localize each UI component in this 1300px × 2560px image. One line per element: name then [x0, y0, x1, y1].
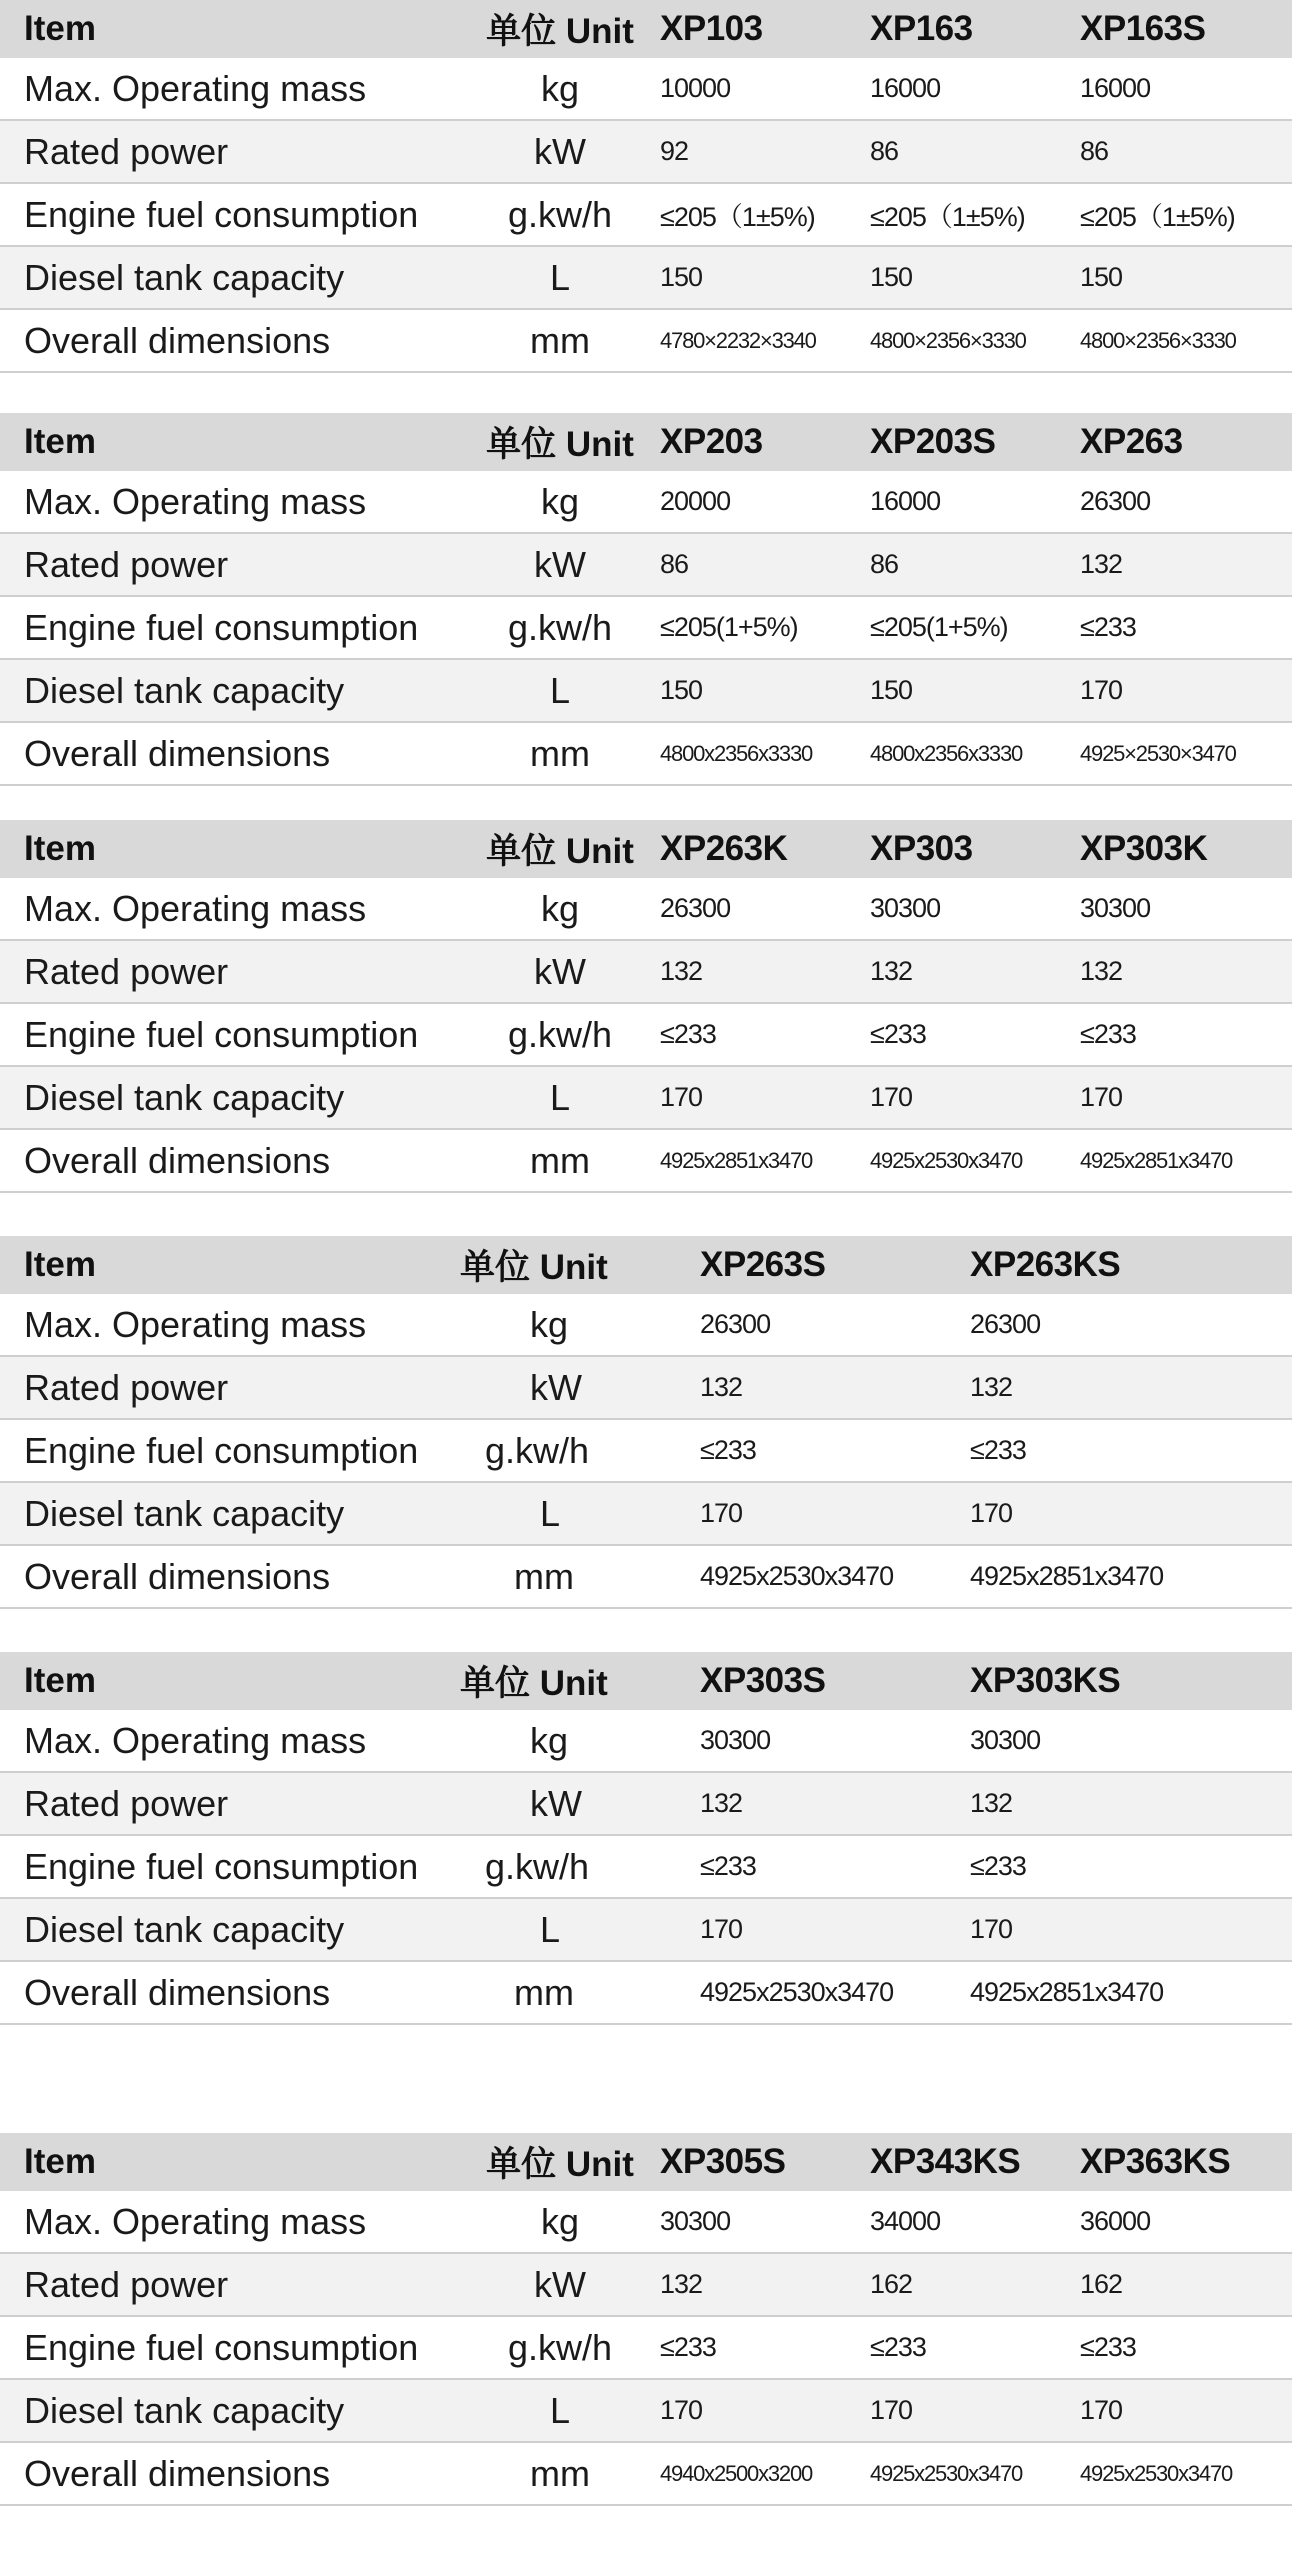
table-row	[0, 1003, 1292, 1066]
row-value: 170	[1080, 2379, 1292, 2442]
row-value: 4800×2356×3330	[1080, 309, 1292, 372]
row-item: Rated power	[0, 533, 460, 596]
table-row	[0, 2316, 1292, 2379]
row-item: Max. Operating mass	[0, 2191, 460, 2253]
row-value: ≤205（1±5%)	[870, 183, 1080, 246]
row-item: Diesel tank capacity	[0, 1482, 460, 1545]
row-value: 170	[1080, 659, 1292, 722]
row-item: Overall dimensions	[0, 722, 460, 785]
table-row	[0, 1961, 1292, 2024]
row-value: 86	[870, 120, 1080, 183]
row-value: ≤233	[660, 1003, 870, 1066]
row-value: 150	[1080, 246, 1292, 309]
header-item: Item	[0, 820, 460, 878]
header-unit: 单位 Unit	[460, 2133, 660, 2191]
row-unit: kg	[460, 1294, 700, 1356]
table-header-row	[0, 413, 1292, 471]
row-value: 4925x2530x3470	[870, 1129, 1080, 1192]
row-value: 92	[660, 120, 870, 183]
row-unit: kW	[460, 533, 660, 596]
row-item: Engine fuel consumption	[0, 1419, 460, 1482]
row-value: 170	[970, 1482, 1292, 1545]
header-model: XP163S	[1080, 0, 1292, 58]
row-unit: kg	[460, 1710, 700, 1772]
header-item: Item	[0, 2133, 460, 2191]
spec-table	[0, 2133, 1292, 2506]
row-item: Diesel tank capacity	[0, 1898, 460, 1961]
row-value: 36000	[1080, 2191, 1292, 2253]
row-unit: kW	[460, 1772, 700, 1835]
row-value: 86	[1080, 120, 1292, 183]
table-row	[0, 58, 1292, 120]
row-unit: kW	[460, 940, 660, 1003]
table-row	[0, 120, 1292, 183]
row-item: Engine fuel consumption	[0, 596, 460, 659]
header-model: XP303K	[1080, 820, 1292, 878]
row-value: 132	[700, 1772, 970, 1835]
table-row	[0, 1710, 1292, 1772]
row-item: Rated power	[0, 1356, 460, 1419]
row-unit: mm	[460, 722, 660, 785]
row-value: 26300	[660, 878, 870, 940]
row-unit: L	[460, 2379, 660, 2442]
header-item: Item	[0, 1652, 460, 1710]
table-row	[0, 2191, 1292, 2253]
row-value: ≤233	[700, 1835, 970, 1898]
row-unit: kW	[460, 2253, 660, 2316]
row-value: 132	[1080, 533, 1292, 596]
row-value: 170	[660, 1066, 870, 1129]
table-row	[0, 1772, 1292, 1835]
row-unit: kg	[460, 58, 660, 120]
table-row	[0, 940, 1292, 1003]
row-unit: kg	[460, 2191, 660, 2253]
row-unit: L	[460, 659, 660, 722]
row-value: ≤233	[660, 2316, 870, 2379]
row-value: 170	[870, 2379, 1080, 2442]
row-value: 16000	[870, 471, 1080, 533]
header-model: XP203S	[870, 413, 1080, 471]
row-value: 150	[870, 659, 1080, 722]
table-row	[0, 722, 1292, 785]
table-row	[0, 1129, 1292, 1192]
row-value: 132	[660, 940, 870, 1003]
row-value: 150	[870, 246, 1080, 309]
row-unit: mm	[460, 1129, 660, 1192]
row-value: ≤233	[970, 1419, 1292, 1482]
header-model: XP263S	[700, 1236, 970, 1294]
row-value: 4925x2851x3470	[1080, 1129, 1292, 1192]
header-model: XP263K	[660, 820, 870, 878]
table-header-row	[0, 0, 1292, 58]
row-value: 150	[660, 659, 870, 722]
header-unit: 单位 Unit	[460, 413, 660, 471]
spec-table	[0, 820, 1292, 1193]
table-header-row	[0, 1652, 1292, 1710]
row-value: 30300	[970, 1710, 1292, 1772]
table-row	[0, 1835, 1292, 1898]
row-unit: L	[460, 246, 660, 309]
row-item: Max. Operating mass	[0, 1710, 460, 1772]
header-model: XP363KS	[1080, 2133, 1292, 2191]
row-value: ≤205（1±5%)	[1080, 183, 1292, 246]
row-value: 16000	[1080, 58, 1292, 120]
row-item: Max. Operating mass	[0, 1294, 460, 1356]
row-value: 4925x2851x3470	[660, 1129, 870, 1192]
row-item: Diesel tank capacity	[0, 659, 460, 722]
spec-table	[0, 413, 1292, 786]
row-item: Overall dimensions	[0, 1129, 460, 1192]
row-unit: g.kw/h	[460, 2316, 660, 2379]
row-value: ≤233	[1080, 2316, 1292, 2379]
row-value: 86	[660, 533, 870, 596]
row-value: 4925x2851x3470	[970, 1545, 1292, 1608]
row-unit: g.kw/h	[460, 1835, 700, 1898]
table-header-row	[0, 1236, 1292, 1294]
header-model: XP163	[870, 0, 1080, 58]
header-unit: 单位 Unit	[460, 1652, 700, 1710]
row-value: 4925x2851x3470	[970, 1961, 1292, 2024]
row-value: 162	[870, 2253, 1080, 2316]
row-unit: kg	[460, 878, 660, 940]
header-model: XP263	[1080, 413, 1292, 471]
row-value: ≤233	[700, 1419, 970, 1482]
row-value: 26300	[970, 1294, 1292, 1356]
row-unit: g.kw/h	[460, 596, 660, 659]
row-value: 132	[970, 1356, 1292, 1419]
table-row	[0, 246, 1292, 309]
row-value: ≤205(1+5%)	[660, 596, 870, 659]
table-row	[0, 309, 1292, 372]
row-unit: kW	[460, 120, 660, 183]
table-row	[0, 533, 1292, 596]
row-value: 170	[660, 2379, 870, 2442]
header-unit: 单位 Unit	[460, 1236, 700, 1294]
table-row	[0, 2379, 1292, 2442]
header-model: XP305S	[660, 2133, 870, 2191]
row-unit: kg	[460, 471, 660, 533]
row-value: 4925x2530x3470	[1080, 2442, 1292, 2505]
header-model: XP303S	[700, 1652, 970, 1710]
row-value: 26300	[700, 1294, 970, 1356]
row-item: Max. Operating mass	[0, 878, 460, 940]
header-item: Item	[0, 1236, 460, 1294]
table-row	[0, 596, 1292, 659]
table-row	[0, 471, 1292, 533]
spec-table	[0, 1652, 1292, 2025]
table-row	[0, 1066, 1292, 1129]
row-value: 4925x2530x3470	[700, 1545, 970, 1608]
table-row	[0, 183, 1292, 246]
row-item: Rated power	[0, 940, 460, 1003]
table-row	[0, 1356, 1292, 1419]
row-value: 16000	[870, 58, 1080, 120]
row-unit: mm	[460, 1961, 700, 2024]
table-row	[0, 1545, 1292, 1608]
row-unit: L	[460, 1482, 700, 1545]
row-value: ≤205(1+5%)	[870, 596, 1080, 659]
row-unit: mm	[460, 1545, 700, 1608]
table-header-row	[0, 2133, 1292, 2191]
row-value: 30300	[660, 2191, 870, 2253]
row-item: Max. Operating mass	[0, 471, 460, 533]
table-row	[0, 2253, 1292, 2316]
header-model: XP343KS	[870, 2133, 1080, 2191]
table-row	[0, 1294, 1292, 1356]
table-row	[0, 1419, 1292, 1482]
row-value: 162	[1080, 2253, 1292, 2316]
row-value: 4800x2356x3330	[870, 722, 1080, 785]
table-row	[0, 2442, 1292, 2505]
row-value: 4940x2500x3200	[660, 2442, 870, 2505]
table-row	[0, 1482, 1292, 1545]
row-value: 132	[970, 1772, 1292, 1835]
row-value: ≤233	[870, 2316, 1080, 2379]
header-model: XP303	[870, 820, 1080, 878]
row-value: ≤233	[870, 1003, 1080, 1066]
header-unit: 单位 Unit	[460, 820, 660, 878]
row-item: Rated power	[0, 2253, 460, 2316]
row-value: 170	[1080, 1066, 1292, 1129]
row-value: 170	[970, 1898, 1292, 1961]
row-item: Overall dimensions	[0, 1545, 460, 1608]
row-value: 26300	[1080, 471, 1292, 533]
table-row	[0, 878, 1292, 940]
row-value: 30300	[1080, 878, 1292, 940]
header-model: XP203	[660, 413, 870, 471]
table-header-row	[0, 820, 1292, 878]
header-unit: 单位 Unit	[460, 0, 660, 58]
header-model: XP303KS	[970, 1652, 1292, 1710]
row-item: Overall dimensions	[0, 2442, 460, 2505]
row-item: Engine fuel consumption	[0, 1003, 460, 1066]
row-value: 170	[870, 1066, 1080, 1129]
row-value: 150	[660, 246, 870, 309]
row-item: Diesel tank capacity	[0, 246, 460, 309]
row-value: 4800x2356x3330	[660, 722, 870, 785]
row-value: 132	[1080, 940, 1292, 1003]
table-row	[0, 659, 1292, 722]
row-value: 132	[660, 2253, 870, 2316]
row-item: Diesel tank capacity	[0, 2379, 460, 2442]
row-unit: L	[460, 1898, 700, 1961]
row-value: 30300	[700, 1710, 970, 1772]
row-value: ≤205（1±5%)	[660, 183, 870, 246]
row-unit: mm	[460, 2442, 660, 2505]
spec-table	[0, 1236, 1292, 1609]
row-value: ≤233	[1080, 596, 1292, 659]
row-unit: g.kw/h	[460, 183, 660, 246]
row-item: Overall dimensions	[0, 1961, 460, 2024]
row-value: 4925×2530×3470	[1080, 722, 1292, 785]
row-item: Diesel tank capacity	[0, 1066, 460, 1129]
row-item: Max. Operating mass	[0, 58, 460, 120]
row-value: 170	[700, 1898, 970, 1961]
header-model: XP263KS	[970, 1236, 1292, 1294]
row-value: 4925x2530x3470	[870, 2442, 1080, 2505]
row-value: 132	[700, 1356, 970, 1419]
row-unit: g.kw/h	[460, 1003, 660, 1066]
row-value: 170	[700, 1482, 970, 1545]
header-item: Item	[0, 0, 460, 58]
row-value: 4800×2356×3330	[870, 309, 1080, 372]
row-item: Engine fuel consumption	[0, 183, 460, 246]
row-item: Rated power	[0, 1772, 460, 1835]
row-value: ≤233	[1080, 1003, 1292, 1066]
header-item: Item	[0, 413, 460, 471]
row-value: ≤233	[970, 1835, 1292, 1898]
table-row	[0, 1898, 1292, 1961]
header-model: XP103	[660, 0, 870, 58]
row-item: Rated power	[0, 120, 460, 183]
row-unit: g.kw/h	[460, 1419, 700, 1482]
row-item: Overall dimensions	[0, 309, 460, 372]
row-value: 132	[870, 940, 1080, 1003]
row-unit: mm	[460, 309, 660, 372]
row-value: 30300	[870, 878, 1080, 940]
row-value: 86	[870, 533, 1080, 596]
row-item: Engine fuel consumption	[0, 1835, 460, 1898]
row-unit: L	[460, 1066, 660, 1129]
row-value: 4780×2232×3340	[660, 309, 870, 372]
row-value: 20000	[660, 471, 870, 533]
spec-table	[0, 0, 1292, 373]
row-value: 10000	[660, 58, 870, 120]
row-unit: kW	[460, 1356, 700, 1419]
row-value: 4925x2530x3470	[700, 1961, 970, 2024]
row-value: 34000	[870, 2191, 1080, 2253]
row-item: Engine fuel consumption	[0, 2316, 460, 2379]
